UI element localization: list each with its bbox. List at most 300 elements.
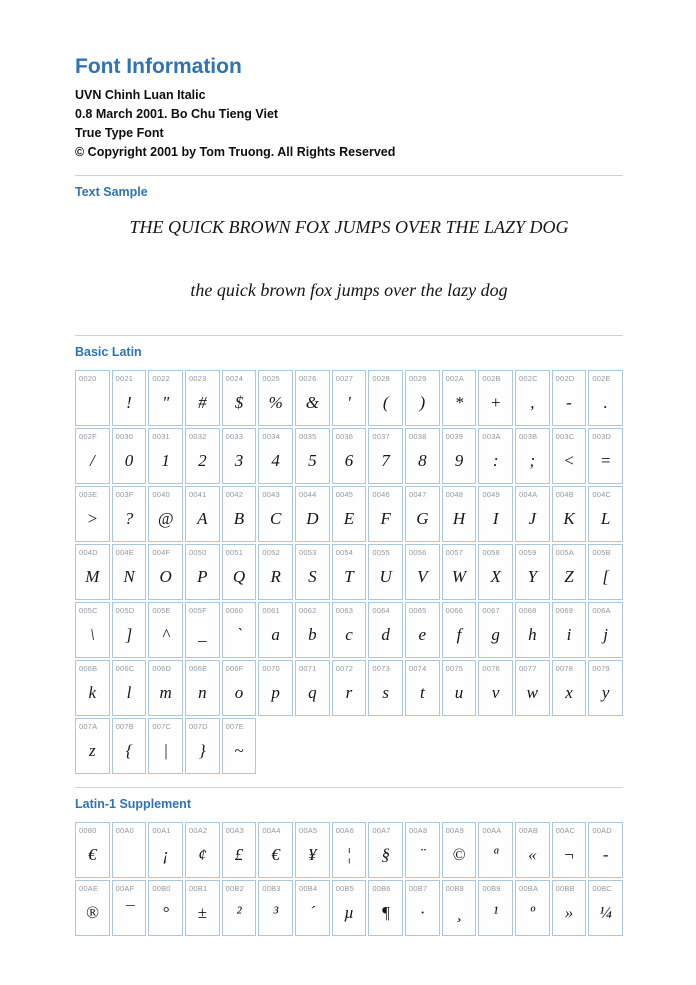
char-cell bbox=[515, 660, 550, 716]
char-cell bbox=[112, 660, 147, 716]
char-code-label: 003A bbox=[482, 432, 501, 441]
char-cell bbox=[148, 718, 183, 774]
char-code-label: 0067 bbox=[482, 606, 500, 615]
char-cell bbox=[442, 428, 477, 484]
char-glyph: d bbox=[381, 624, 390, 644]
char-glyph: D bbox=[306, 508, 319, 528]
char-glyph: . bbox=[603, 392, 608, 412]
char-glyph: ¡ bbox=[162, 844, 169, 864]
char-cell bbox=[332, 880, 367, 936]
char-cell bbox=[295, 602, 330, 658]
char-cell bbox=[258, 602, 293, 658]
char-code-label: 002E bbox=[592, 374, 611, 383]
char-code-label: 0053 bbox=[299, 548, 317, 557]
char-code-label: 0063 bbox=[335, 606, 354, 615]
sample-text-uppercase: THE QUICK BROWN FOX JUMPS OVER THE LAZY DOG bbox=[129, 217, 569, 237]
char-cell bbox=[515, 544, 550, 600]
char-code-label: 00B9 bbox=[482, 884, 501, 893]
char-cell bbox=[552, 370, 587, 426]
char-cell bbox=[185, 822, 220, 878]
char-glyph: A bbox=[197, 508, 208, 528]
char-glyph: g bbox=[491, 624, 500, 644]
char-code-label: 00B1 bbox=[189, 884, 208, 893]
char-code-label: 007A bbox=[79, 722, 98, 731]
char-cell bbox=[552, 544, 587, 600]
char-cell bbox=[478, 660, 513, 716]
char-code-label: 00AD bbox=[592, 826, 612, 835]
char-glyph: ; bbox=[529, 450, 536, 470]
char-code-label: 005B bbox=[592, 548, 611, 557]
char-cell bbox=[148, 544, 183, 600]
char-cell bbox=[112, 370, 147, 426]
char-cell bbox=[368, 486, 403, 542]
char-glyph: 3 bbox=[234, 450, 244, 470]
char-code-label: 006F bbox=[225, 664, 244, 673]
char-glyph: t bbox=[419, 682, 425, 702]
char-code-label: 0028 bbox=[372, 374, 390, 383]
char-glyph: i bbox=[566, 624, 572, 644]
char-cell bbox=[185, 486, 220, 542]
char-cell bbox=[295, 544, 330, 600]
char-cell bbox=[515, 822, 550, 878]
char-glyph: n bbox=[198, 682, 207, 702]
char-cell bbox=[222, 880, 257, 936]
char-code-label: 0044 bbox=[299, 490, 317, 499]
char-cell bbox=[185, 602, 220, 658]
char-cell bbox=[442, 660, 477, 716]
char-glyph: S bbox=[308, 566, 317, 586]
char-code-label: 0054 bbox=[335, 548, 354, 557]
text-sample-heading: Text Sample bbox=[75, 185, 148, 199]
char-code-label: 004E bbox=[115, 548, 134, 557]
char-code-label: 00B4 bbox=[299, 884, 318, 893]
char-code-label: 00B2 bbox=[225, 884, 244, 893]
char-glyph: C bbox=[269, 508, 282, 528]
char-glyph: © bbox=[452, 844, 466, 864]
char-glyph: ´ bbox=[309, 902, 316, 922]
char-glyph: ( bbox=[382, 392, 389, 412]
char-cell bbox=[515, 602, 550, 658]
char-code-label: 00B3 bbox=[262, 884, 281, 893]
char-glyph: - bbox=[566, 392, 572, 412]
char-glyph: < bbox=[563, 450, 575, 470]
char-glyph: F bbox=[380, 508, 391, 528]
page-title: Font Information bbox=[75, 55, 242, 78]
char-glyph: G bbox=[416, 508, 429, 528]
char-code-label: 0030 bbox=[115, 432, 134, 441]
char-cell bbox=[185, 370, 220, 426]
char-cell bbox=[258, 822, 293, 878]
char-cell bbox=[332, 660, 367, 716]
char-glyph: @ bbox=[157, 508, 174, 528]
char-cell bbox=[332, 544, 367, 600]
char-glyph: 6 bbox=[344, 450, 354, 470]
char-code-label: 002F bbox=[79, 432, 97, 441]
char-glyph: V bbox=[417, 566, 428, 586]
char-code-label: 0026 bbox=[299, 374, 317, 383]
char-code-label: 0059 bbox=[519, 548, 537, 557]
char-glyph: R bbox=[270, 566, 281, 586]
char-cell bbox=[185, 718, 220, 774]
char-glyph: m bbox=[159, 682, 172, 702]
char-cell bbox=[368, 370, 403, 426]
char-glyph: B bbox=[233, 508, 245, 528]
char-glyph: l bbox=[126, 682, 132, 702]
char-code-label: 00AC bbox=[555, 826, 576, 835]
char-glyph: a bbox=[271, 624, 280, 644]
char-cell bbox=[112, 602, 147, 658]
char-cell bbox=[442, 370, 477, 426]
char-code-label: 0071 bbox=[299, 664, 317, 673]
meta-line-version-date: 0.8 March 2001. Bo Chu Tieng Viet bbox=[75, 107, 279, 121]
char-code-label: 004D bbox=[79, 548, 98, 557]
char-glyph: 0 bbox=[124, 450, 134, 470]
char-glyph: 2 bbox=[198, 450, 207, 470]
char-code-label: 00A3 bbox=[225, 826, 244, 835]
char-glyph: } bbox=[198, 740, 206, 760]
char-glyph: N bbox=[123, 566, 135, 586]
char-cell bbox=[112, 486, 147, 542]
char-glyph: ¶ bbox=[381, 902, 391, 922]
char-code-label: 0036 bbox=[335, 432, 354, 441]
char-code-label: 0025 bbox=[262, 374, 280, 383]
char-code-label: 00AF bbox=[115, 884, 135, 893]
char-glyph: - bbox=[602, 844, 609, 864]
char-cell bbox=[75, 660, 110, 716]
char-cell bbox=[112, 822, 147, 878]
char-glyph: y bbox=[601, 682, 610, 702]
char-code-label: 006B bbox=[79, 664, 98, 673]
char-code-label: 0080 bbox=[79, 826, 97, 835]
char-glyph: s bbox=[382, 682, 389, 702]
char-glyph: º bbox=[529, 902, 535, 922]
char-cell bbox=[148, 486, 183, 542]
char-glyph: Y bbox=[527, 566, 538, 586]
char-glyph: ³ bbox=[273, 902, 279, 922]
char-glyph: J bbox=[528, 508, 537, 528]
char-cell bbox=[588, 660, 623, 716]
char-cell bbox=[478, 544, 513, 600]
char-glyph: j bbox=[603, 624, 609, 644]
char-glyph: r bbox=[345, 682, 353, 702]
char-glyph: ¨ bbox=[419, 844, 426, 864]
char-code-label: 003F bbox=[115, 490, 134, 499]
char-code-label: 0077 bbox=[519, 664, 537, 673]
char-glyph: H bbox=[452, 508, 466, 528]
char-glyph: % bbox=[268, 392, 283, 412]
char-code-label: 0060 bbox=[225, 606, 244, 615]
char-glyph: L bbox=[600, 508, 611, 528]
char-cell bbox=[588, 486, 623, 542]
char-cell bbox=[588, 428, 623, 484]
char-code-label: 0046 bbox=[372, 490, 390, 499]
char-glyph: ¦ bbox=[346, 844, 352, 864]
char-cell bbox=[552, 428, 587, 484]
char-code-label: 003B bbox=[519, 432, 538, 441]
char-code-label: 0079 bbox=[592, 664, 610, 673]
char-cell bbox=[405, 602, 440, 658]
char-code-label: 0024 bbox=[225, 374, 244, 383]
char-glyph: ¢ bbox=[198, 844, 207, 864]
char-code-label: 0050 bbox=[189, 548, 207, 557]
font-meta bbox=[75, 86, 623, 162]
char-code-label: 0023 bbox=[189, 374, 207, 383]
char-glyph: * bbox=[454, 392, 464, 412]
char-cell bbox=[185, 660, 220, 716]
sample-text-lowercase: the quick brown fox jumps over the lazy dog bbox=[190, 280, 508, 300]
char-glyph: T bbox=[344, 566, 354, 586]
char-cell bbox=[368, 428, 403, 484]
char-cell bbox=[442, 486, 477, 542]
char-cell bbox=[185, 880, 220, 936]
char-code-label: 00A1 bbox=[152, 826, 171, 835]
char-cell bbox=[478, 602, 513, 658]
char-code-label: 0057 bbox=[445, 548, 464, 557]
char-cell bbox=[478, 822, 513, 878]
char-code-label: 006C bbox=[115, 664, 135, 673]
char-glyph: ª bbox=[493, 844, 499, 864]
char-glyph: ¸ bbox=[456, 902, 462, 922]
char-glyph: E bbox=[343, 508, 355, 528]
char-glyph: ] bbox=[125, 624, 133, 644]
char-glyph: ~ bbox=[234, 740, 244, 760]
char-code-label: 005F bbox=[189, 606, 207, 615]
char-glyph: 9 bbox=[454, 450, 464, 470]
char-glyph: € bbox=[271, 844, 280, 864]
meta-line-font-name: UVN Chinh Luan Italic bbox=[75, 88, 206, 102]
char-code-label: 004C bbox=[592, 490, 612, 499]
char-cell bbox=[148, 880, 183, 936]
char-cell bbox=[112, 544, 147, 600]
char-glyph: ! bbox=[126, 392, 132, 412]
char-cell bbox=[332, 428, 367, 484]
section-divider bbox=[75, 787, 623, 788]
char-glyph: ¹ bbox=[493, 902, 499, 922]
char-code-label: 0076 bbox=[482, 664, 500, 673]
char-code-label: 0029 bbox=[409, 374, 427, 383]
char-glyph: I bbox=[492, 508, 499, 528]
char-code-label: 00A5 bbox=[299, 826, 318, 835]
char-cell bbox=[368, 880, 403, 936]
char-glyph: p bbox=[271, 682, 280, 702]
char-glyph: { bbox=[125, 740, 133, 760]
char-cell bbox=[75, 486, 110, 542]
char-cell bbox=[405, 822, 440, 878]
section-divider bbox=[75, 335, 623, 336]
char-code-label: 0047 bbox=[409, 490, 427, 499]
meta-line-copyright: © Copyright 2001 by Tom Truong. All Rights Reserved bbox=[75, 145, 396, 159]
char-code-label: 00A6 bbox=[335, 826, 354, 835]
char-code-label: 0075 bbox=[445, 664, 464, 673]
char-code-label: 0049 bbox=[482, 490, 500, 499]
char-code-label: 005E bbox=[152, 606, 171, 615]
section-divider bbox=[75, 175, 623, 176]
char-cell bbox=[258, 370, 293, 426]
char-code-label: 0040 bbox=[152, 490, 170, 499]
char-glyph: 5 bbox=[308, 450, 317, 470]
char-glyph: µ bbox=[344, 902, 354, 922]
char-cell bbox=[442, 602, 477, 658]
char-cell bbox=[295, 428, 330, 484]
char-code-label: 00BC bbox=[592, 884, 612, 893]
char-glyph: z bbox=[89, 740, 96, 760]
basic-latin-char-grid bbox=[75, 370, 623, 774]
char-glyph: W bbox=[451, 566, 467, 586]
char-cell bbox=[588, 822, 623, 878]
char-code-label: 004B bbox=[555, 490, 574, 499]
char-code-label: 0034 bbox=[262, 432, 280, 441]
char-cell bbox=[222, 486, 257, 542]
char-cell bbox=[442, 880, 477, 936]
char-glyph: : bbox=[492, 450, 499, 470]
char-cell bbox=[552, 822, 587, 878]
char-glyph: > bbox=[86, 508, 99, 528]
char-cell bbox=[588, 602, 623, 658]
char-glyph: q bbox=[308, 682, 317, 702]
char-glyph: \ bbox=[89, 624, 95, 644]
char-code-label: 00B6 bbox=[372, 884, 391, 893]
char-glyph: o bbox=[234, 682, 244, 702]
char-glyph: " bbox=[162, 392, 170, 412]
char-cell bbox=[515, 428, 550, 484]
char-code-label: 0069 bbox=[555, 606, 574, 615]
char-cell bbox=[552, 602, 587, 658]
char-code-label: 0066 bbox=[445, 606, 464, 615]
char-cell bbox=[478, 428, 513, 484]
char-cell bbox=[405, 486, 440, 542]
char-code-label: 00A4 bbox=[262, 826, 281, 835]
char-code-label: 0065 bbox=[409, 606, 427, 615]
char-code-label: 00B8 bbox=[445, 884, 464, 893]
char-cell bbox=[222, 718, 257, 774]
char-code-label: 0042 bbox=[225, 490, 244, 499]
char-code-label: 0043 bbox=[262, 490, 280, 499]
char-glyph: & bbox=[305, 392, 319, 412]
char-cell bbox=[75, 370, 110, 426]
char-glyph: ' bbox=[347, 392, 351, 412]
char-code-label: 003C bbox=[555, 432, 575, 441]
char-cell bbox=[588, 880, 623, 936]
char-glyph: $ bbox=[234, 392, 244, 412]
char-code-label: 007D bbox=[189, 722, 208, 731]
char-glyph bbox=[113, 835, 146, 877]
char-cell bbox=[552, 880, 587, 936]
char-glyph: ` bbox=[236, 624, 242, 644]
char-glyph: u bbox=[454, 682, 464, 702]
char-glyph: 8 bbox=[418, 450, 427, 470]
char-cell bbox=[405, 880, 440, 936]
char-glyph: £ bbox=[234, 844, 244, 864]
char-glyph bbox=[76, 383, 109, 425]
char-cell bbox=[222, 428, 257, 484]
char-glyph: k bbox=[88, 682, 97, 702]
char-cell bbox=[332, 486, 367, 542]
char-cell bbox=[222, 544, 257, 600]
char-code-label: 006E bbox=[189, 664, 208, 673]
char-glyph: O bbox=[159, 566, 172, 586]
char-cell bbox=[405, 544, 440, 600]
char-cell bbox=[552, 486, 587, 542]
char-code-label: 004A bbox=[519, 490, 538, 499]
char-code-label: 006D bbox=[152, 664, 172, 673]
meta-line-font-type: True Type Font bbox=[75, 126, 164, 140]
char-code-label: 00A2 bbox=[189, 826, 208, 835]
char-glyph: Z bbox=[564, 566, 574, 586]
char-code-label: 00A7 bbox=[372, 826, 391, 835]
char-code-label: 0038 bbox=[409, 432, 427, 441]
char-code-label: 00AA bbox=[482, 826, 502, 835]
char-cell bbox=[222, 822, 257, 878]
char-code-label: 0064 bbox=[372, 606, 390, 615]
char-code-label: 003D bbox=[592, 432, 612, 441]
char-cell bbox=[148, 428, 183, 484]
char-code-label: 002D bbox=[555, 374, 575, 383]
char-code-label: 002C bbox=[519, 374, 538, 383]
char-cell bbox=[552, 660, 587, 716]
char-code-label: 0074 bbox=[409, 664, 427, 673]
char-code-label: 0041 bbox=[189, 490, 207, 499]
char-cell bbox=[405, 660, 440, 716]
char-glyph: ¼ bbox=[599, 902, 613, 922]
char-cell bbox=[148, 660, 183, 716]
char-cell bbox=[75, 880, 110, 936]
char-cell bbox=[295, 660, 330, 716]
char-code-label: 0045 bbox=[335, 490, 354, 499]
char-glyph: 1 bbox=[161, 450, 170, 470]
char-cell bbox=[185, 428, 220, 484]
char-cell bbox=[112, 880, 147, 936]
char-cell bbox=[148, 822, 183, 878]
char-glyph: h bbox=[528, 624, 537, 644]
char-code-label: 006A bbox=[592, 606, 611, 615]
char-glyph: P bbox=[197, 566, 208, 586]
char-glyph: ) bbox=[419, 392, 426, 412]
char-glyph: K bbox=[563, 508, 575, 528]
char-cell bbox=[515, 880, 550, 936]
char-glyph: [ bbox=[602, 566, 609, 586]
char-cell bbox=[515, 486, 550, 542]
char-code-label: 0070 bbox=[262, 664, 280, 673]
char-code-label: 0052 bbox=[262, 548, 280, 557]
char-cell bbox=[148, 370, 183, 426]
char-glyph: « bbox=[528, 844, 537, 864]
char-cell bbox=[478, 370, 513, 426]
char-glyph: v bbox=[491, 682, 500, 702]
char-glyph: = bbox=[599, 450, 612, 470]
char-glyph: ± bbox=[197, 902, 207, 922]
char-glyph: c bbox=[345, 624, 353, 644]
char-code-label: 004F bbox=[152, 548, 171, 557]
char-glyph: 4 bbox=[271, 450, 280, 470]
char-cell bbox=[295, 370, 330, 426]
char-cell bbox=[332, 822, 367, 878]
char-glyph: X bbox=[490, 566, 501, 586]
char-code-label: 0061 bbox=[262, 606, 280, 615]
char-code-label: 00A8 bbox=[409, 826, 428, 835]
char-code-label: 0068 bbox=[519, 606, 537, 615]
char-glyph: f bbox=[456, 624, 462, 644]
char-glyph: ¥ bbox=[308, 844, 317, 864]
char-cell bbox=[332, 370, 367, 426]
char-cell bbox=[258, 880, 293, 936]
char-code-label: 0073 bbox=[372, 664, 390, 673]
char-code-label: 00B0 bbox=[152, 884, 171, 893]
char-glyph: b bbox=[308, 624, 317, 644]
char-cell bbox=[222, 370, 257, 426]
char-glyph: ² bbox=[236, 902, 242, 922]
char-code-label: 0037 bbox=[372, 432, 390, 441]
char-cell bbox=[295, 822, 330, 878]
